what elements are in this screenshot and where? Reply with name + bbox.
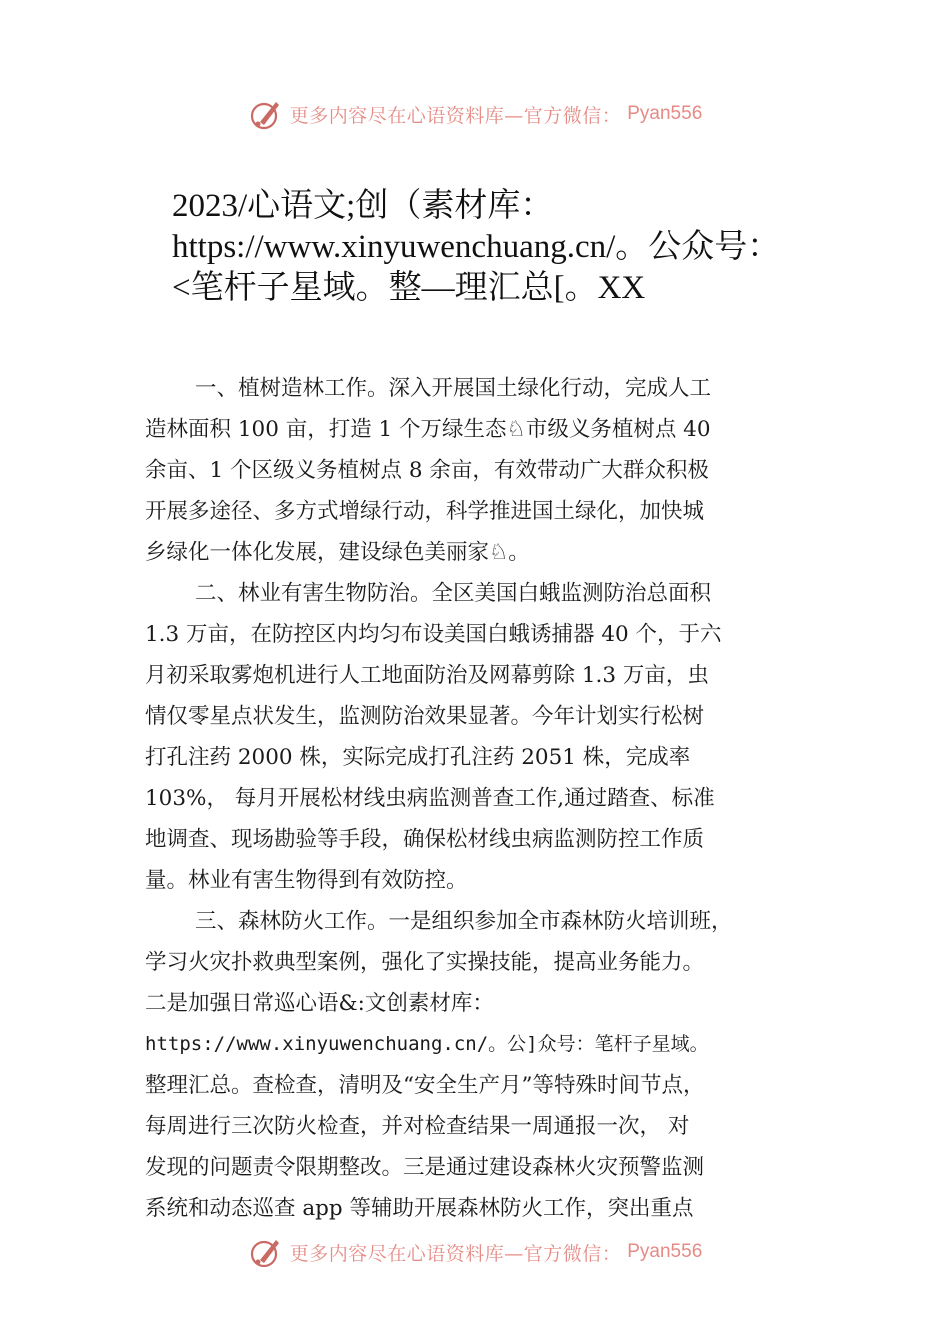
footer-watermark-text: 更多内容尽在心语资料库—官方微信： [289,1242,622,1265]
title-line: <笔杆子星域。整—理汇总[。XX [172,270,646,306]
body-line: 余亩、1 个区级义务植树点 8 余亩，有效带动广大群众积极 [145,458,709,483]
header-watermark-contact: Pyan556 [627,103,703,124]
body-line: 二、林业有害生物防治。全区美国白蛾监测防治总面积 [195,581,712,606]
document-title [172,186,892,309]
body-line: 整理汇总。查检查，清明及“安全生产月”等特殊时间节点， [145,1073,705,1098]
body-line: 系统和动态巡查 app 等辅助开展森林防火工作，突出重点 [145,1196,694,1221]
body-line: 情仅零星点状发生，监测防治效果显著。今年计划实行松树 [145,704,705,729]
body-line: 开展多途径、多方式增绿行动，科学推进国土绿化，加快城 [145,499,705,524]
body-line: 乡绿化一体化发展，建设绿色美丽家♘。 [145,540,530,565]
body-line: 地调查、现场勘验等手段，确保松材线虫病监测防控工作质 [145,827,705,852]
body-line: 103%， 每月开展松材线虫病监测普查工作,通过踏查、标准 [145,786,715,811]
footer-watermark-contact: Pyan556 [627,1241,703,1262]
body-line: 一、植树造林工作。深入开展国土绿化行动，完成人工 [195,376,712,401]
body-line: 打孔注药 2000 株，实际完成打孔注药 2051 株，完成率 [145,745,691,770]
body-line: 学习火灾扑救典型案例，强化了实操技能，提高业务能力。 [145,950,705,975]
body-line: 月初采取雾炮机进行人工地面防治及网幕剪除 1.3 万亩，虫 [145,663,709,688]
body-line: 1.3 万亩，在防控区内均匀布设美国白蛾诱捕器 40 个，于六 [145,622,722,647]
pen-nib-logo-icon [248,96,284,132]
pen-nib-logo-icon [248,1234,284,1270]
header-watermark [0,94,950,134]
body-line: 三、森林防火工作。一是组织参加全市森林防火培训班， [195,909,733,934]
body-line: https://www.xinyuwenchuang.cn/。公]众号：笔杆子星域。 [145,1033,709,1055]
header-watermark-text: 更多内容尽在心语资料库—官方微信： [289,104,622,127]
body-line: 二是加强日常巡心语&:文创素材库： [145,991,494,1016]
body-line: 发现的问题责令限期整改。三是通过建设森林火灾预警监测 [145,1155,705,1180]
document-body [145,368,835,1229]
title-line: https://www.xinyuwenchuang.cn/。公众号： [172,229,781,265]
footer-watermark [0,1232,950,1272]
title-line: 2023/心语文;创（素材库： [172,188,554,224]
body-line: 造林面积 100 亩，打造 1 个万绿生态♘市级义务植树点 40 [145,417,711,442]
body-line: 每周进行三次防火检查，并对检查结果一周通报一次， 对 [145,1114,690,1139]
body-line: 量。林业有害生物得到有效防控。 [145,868,468,893]
